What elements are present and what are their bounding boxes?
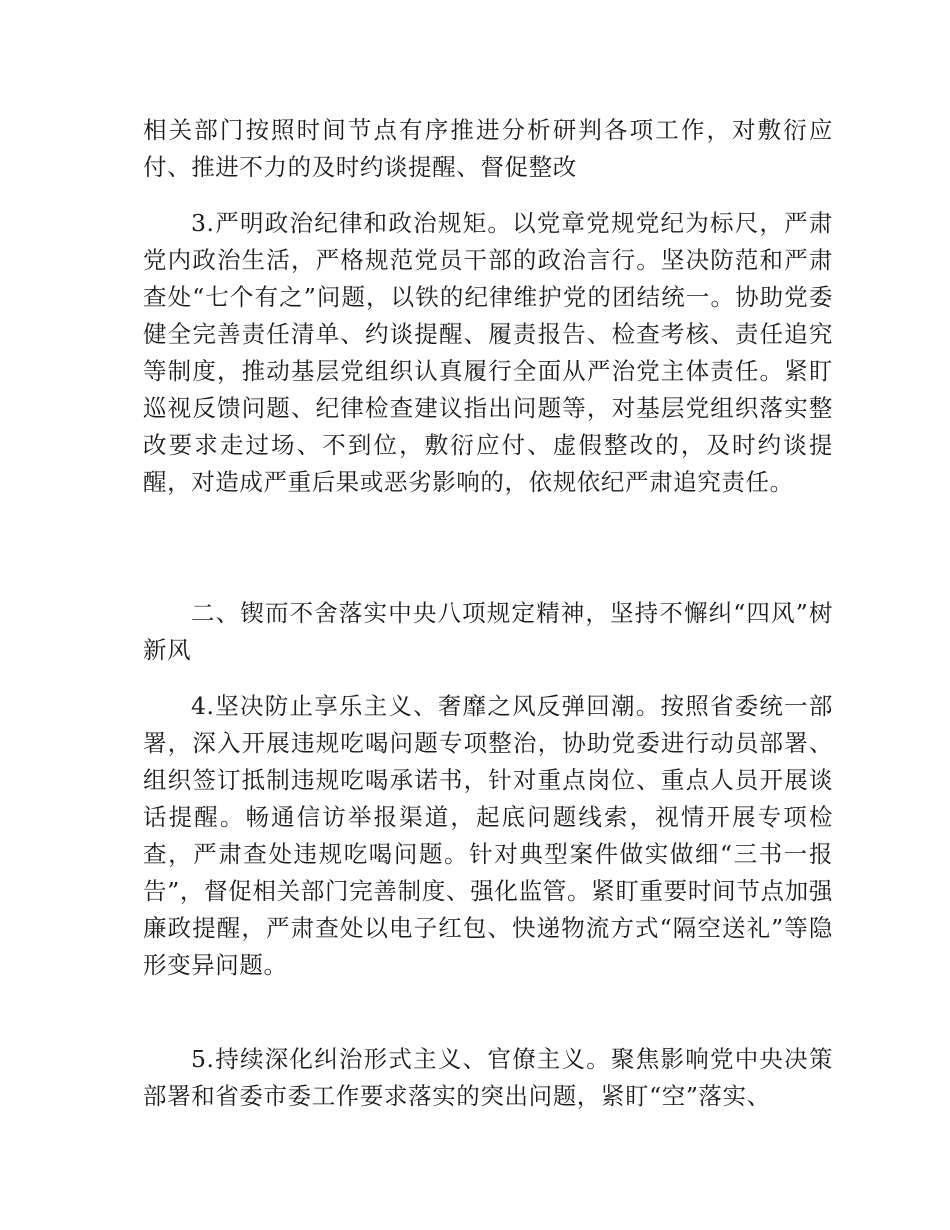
section-heading-2: 二、锲而不舍落实中央八项规定精神，坚持不懈纠“四风”树新风 — [143, 599, 833, 664]
paragraph-item-3: 3.严明政治纪律和政治规矩。以党章党规党纪为标尺，严肃党内政治生活，严格规范党员干部的政治言行。坚决防范和严肃查处“七个有之”问题，以铁的纪律维护党的团结统一。协助党委健全完善责任清单、约谈提醒、履责报告、检查考核、责任追究等制度，推动基层党组织认真履行全面从严治党主体责任。紧盯巡视反馈问题、纪律检查建议指出问题等，对基层党组织落实整改要求走过场、不到位，敷衍应付、虚假整改的，及时约谈提醒，对造成严重后果或恶劣影响的，依规依纪严肃追究责任。 — [143, 209, 833, 496]
paragraph-continuation: 相关部门按照时间节点有序推进分析研判各项工作，对敷衍应付、推进不力的及时约谈提醒、督促整改 — [143, 116, 833, 181]
paragraph-item-4: 4.坚决防止享乐主义、奢靡之风反弹回潮。按照省委统一部署，深入开展违规吃喝问题专项整治，协助党委进行动员部署、组织签订抵制违规吃喝承诺书，针对重点岗位、重点人员开展谈话提醒。畅通信访举报渠道，起底问题线索，视情开展专项检查，严肃查处违规吃喝问题。针对典型案件做实做细“三书一报告”，督促相关部门完善制度、强化监管。紧盯重要时间节点加强廉政提醒，严肃查处以电子红包、快递物流方式“隔空送礼”等隐形变异问题。 — [143, 692, 833, 979]
paragraph-item-5: 5.持续深化纠治形式主义、官僚主义。聚焦影响党中央决策部署和省委市委工作要求落实的突出问题，紧盯“空”落实、 — [143, 1045, 833, 1110]
